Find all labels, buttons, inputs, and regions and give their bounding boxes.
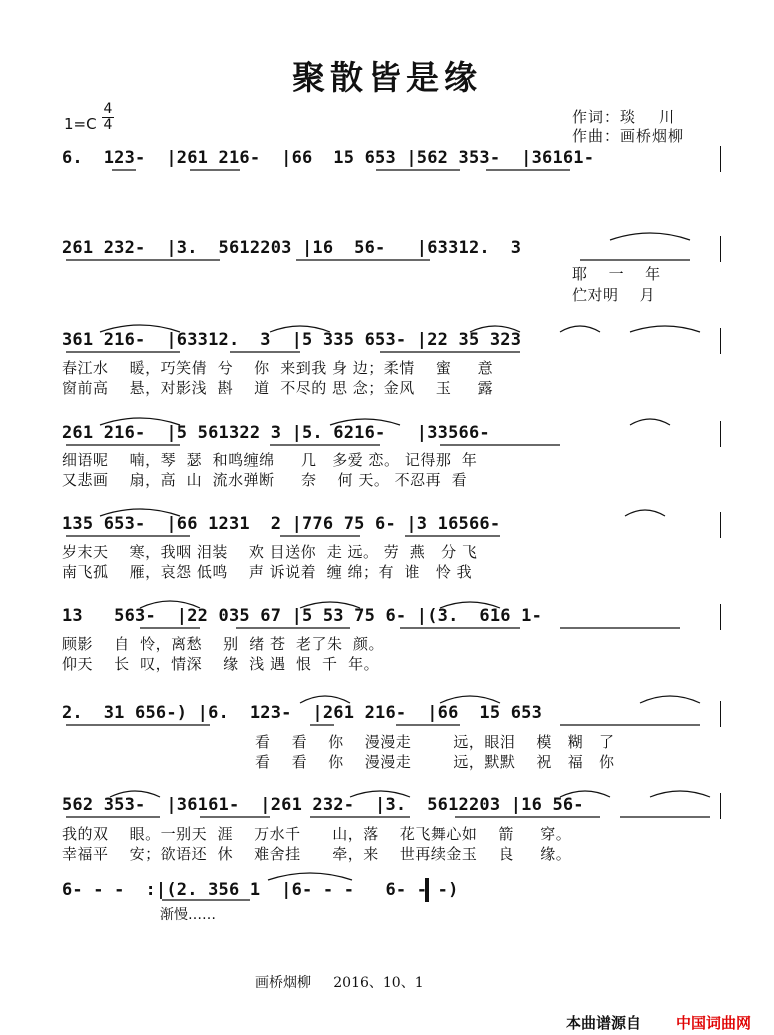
lyric-line-4-verse-1: 细语呢 喃，琴 瑟 和鸣缠绵 几 多爱 恋。 记得那 年	[62, 451, 478, 469]
key-signature: 1=C	[64, 115, 97, 133]
lyric-line-6-verse-1: 顾影 自 怜，离愁 别 绪 苍 老了朱 颜。	[62, 635, 385, 653]
lyric-line-2-verse-2: 伫对明 月	[572, 286, 656, 304]
source-site-link[interactable]: 中国词曲网	[676, 1014, 752, 1032]
notation-line-1: 6. 123- |261 216- |66 15 653 |562 353- |36161-	[62, 148, 595, 168]
composer-credit: 作曲：画桥烟柳	[572, 127, 685, 145]
footer-date: 2016、10、1	[333, 975, 424, 991]
lyric-line-3-verse-2: 窗前高 悬，对影浅 斟 道 不尽的 思 念；金风 玉 露	[62, 379, 494, 397]
footer-credit	[255, 972, 424, 992]
lyric-line-7-verse-1: 看 看 你 漫漫走 远，眼泪 模 糊 了	[255, 733, 615, 751]
lyric-line-7-verse-2: 看 看 你 漫漫走 远，默默 祝 福 你	[255, 753, 615, 771]
notation-line-3: 361 216- |63312. 3 |5 335 653- |22 35 323	[62, 330, 522, 350]
lyric-line-8-verse-1: 我的双 眼。一别天 涯 万水千 山，落 花飞舞心如 箭 穿。	[62, 825, 572, 843]
notation-line-5: 135 653- |66 1231 2 |776 75 6- |3 16566-	[62, 514, 501, 534]
lyric-line-3-verse-1: 春江水 暖，巧笑倩 兮 你 来到我 身 边；柔情 蜜 意	[62, 359, 494, 377]
lyric-line-8-verse-2: 幸福平 安；欲语还 休 难舍挂 牵，来 世再续金玉 良 缘。	[62, 845, 572, 863]
song-title: 聚散皆是缘	[292, 58, 482, 97]
lyric-line-4-verse-2: 又悲画 扇，高 山 流水弹断 奈 何 天。 不忍再 看	[62, 471, 468, 489]
footer-arranger: 画桥烟柳	[255, 975, 311, 991]
notation-line-4: 261 216- |5 561322 3 |5. 6216- |33566-	[62, 423, 490, 443]
lyric-line-5-verse-1: 岁末天 寒，我咽 泪装 欢 目送你 走 远。 劳 燕 分 飞	[62, 543, 478, 561]
notation-line-9: 6- - - :|(2. 356 1 |6- - - 6- - -)	[62, 880, 459, 900]
time-signature-top: 4	[103, 101, 113, 117]
source-notice: 本曲谱源自	[566, 1014, 642, 1032]
lyric-line-2-verse-1: 耶 一 年	[572, 265, 661, 283]
notation-line-8: 562 353- |36161- |261 232- |3. 5612203 |16 56-	[62, 795, 584, 815]
lyricist-credit: 作词：琰 川	[572, 108, 676, 126]
notation-line-7: 2. 31 656-) |6. 123- |261 216- |66 15 653	[62, 703, 543, 723]
tempo-hint: 渐慢……	[160, 907, 216, 923]
notation-line-6: 13 563- |22 035 67 |5 53 75 6- |(3. 616 1-	[62, 606, 543, 626]
notation-line-2: 261 232- |3. 5612203 |16 56- |63312. 3	[62, 238, 522, 258]
lyric-line-6-verse-2: 仰天 长 叹，情深 缘 浅 遇 恨 千 年。	[62, 655, 380, 673]
time-signature-bottom: 4	[103, 117, 113, 133]
lyric-line-5-verse-2: 南飞孤 雁，哀怨 低鸣 声 诉说着 缠 绵；有 谁 怜 我	[62, 563, 473, 581]
